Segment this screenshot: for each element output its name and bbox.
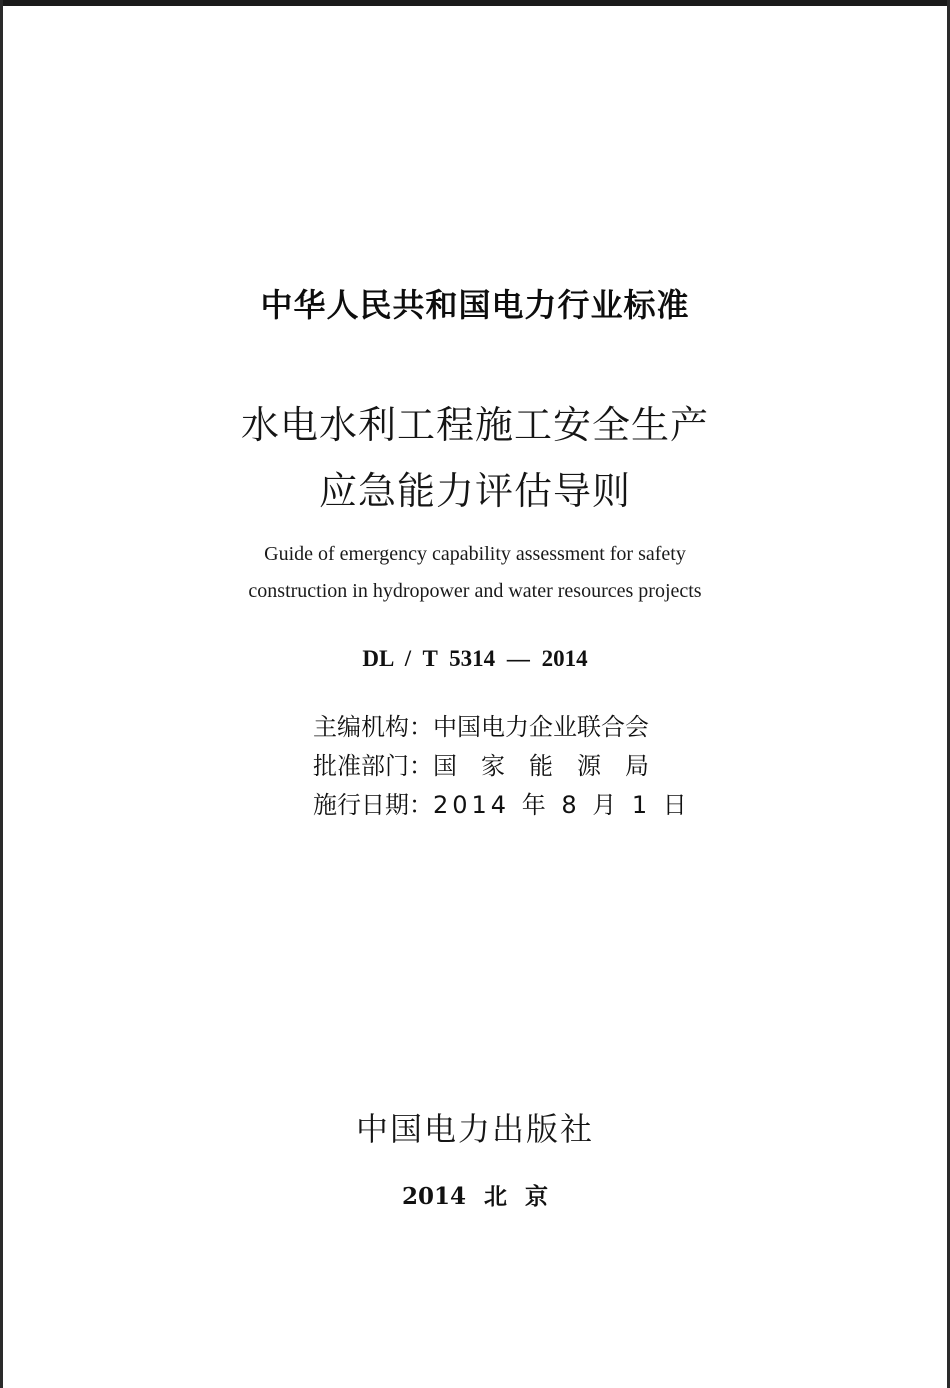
approver-value: 国家能源局	[433, 752, 673, 780]
title-chinese-line-2: 应急能力评估导则	[318, 469, 631, 513]
title-english-line-2: construction in hydropower and water resources projects	[248, 580, 702, 602]
publication-year-place: 2014 北 京	[401, 1183, 549, 1210]
title-english-line-1: Guide of emergency capability assessment for safety	[264, 543, 686, 565]
approver-row	[313, 747, 691, 786]
effective-date-label: 施行日期：	[313, 791, 433, 819]
editor-label: 主编机构：	[313, 713, 433, 741]
title-chinese-line-1: 水电水利工程施工安全生产	[240, 403, 709, 447]
effective-date-value: 2014 年 8 月 1 日	[433, 791, 691, 819]
standard-info-block	[313, 708, 691, 825]
editor-row	[313, 708, 691, 747]
scan-edge-top	[0, 0, 950, 6]
approver-label: 批准部门：	[313, 752, 433, 780]
editor-value: 中国电力企业联合会	[433, 713, 649, 741]
publisher-name: 中国电力出版社	[355, 1110, 594, 1148]
standard-number: DL / T 5314 — 2014	[362, 646, 588, 671]
standard-type-heading: 中华人民共和国电力行业标准	[260, 286, 690, 324]
effective-date-row	[313, 786, 691, 825]
